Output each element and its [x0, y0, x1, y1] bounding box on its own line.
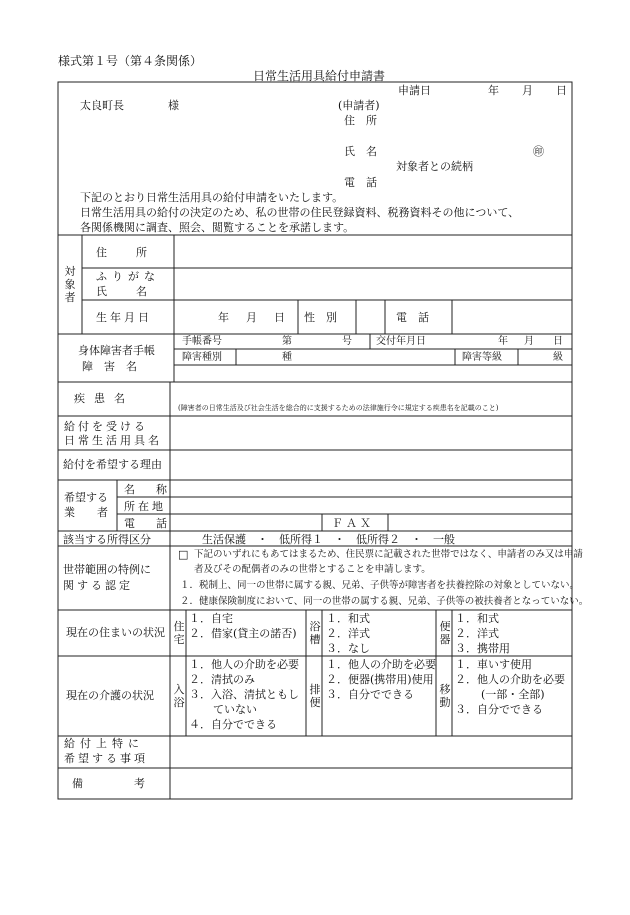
special-label-2: 希望する事項 [64, 752, 148, 765]
residence-item-1[interactable]: １．自宅 [189, 612, 233, 625]
bathing-item-3[interactable]: ３．入浴、清拭ともし [189, 688, 299, 701]
exception-label-2: 関する認定 [63, 579, 133, 592]
handbook-number-suffix[interactable]: 号 [342, 336, 352, 347]
handbook-number-label: 手帳番号 [182, 336, 222, 347]
reason-label: 給付を希望する理由 [63, 458, 162, 471]
toilet-item-1[interactable]: １．和式 [455, 612, 499, 625]
subject-furigana-label: ふりがな [96, 270, 160, 283]
excretion-label: 排便 [309, 683, 321, 709]
subject-name-label: 氏 名 [96, 285, 156, 298]
disability-grade-suffix[interactable]: 級 [553, 352, 563, 363]
disease-label: 疾患名 [74, 392, 134, 405]
bathing-item-1[interactable]: １．他人の介助を必要 [189, 658, 299, 671]
birth-day[interactable]: 日 [274, 311, 285, 324]
form-number: 様式第１号（第４条関係） [58, 54, 203, 68]
application-date-label: 申請日 [398, 84, 431, 97]
applicant-label: (申請者) [338, 99, 380, 112]
issue-date-label: 交付年月日 [376, 336, 426, 347]
exception-line-3: １．税制上、同一の世帯に属する親、兄弟、子供等が障害者を扶養控除の対象としていない。 [180, 580, 580, 591]
exception-line-1: 下記のいずれにもあてはまるため、住民票に記載された世帯ではなく、申請者のみ又は申請 [194, 549, 583, 560]
remarks-label: 備 考 [72, 777, 165, 790]
applicant-phone-label[interactable]: 電 話 [344, 176, 377, 189]
subject-address-label: 住 所 [96, 246, 156, 259]
disability-type-label: 障害種別 [182, 352, 222, 363]
disability-grade-label: 障害等級 [462, 352, 502, 363]
excretion-item-2[interactable]: ２．便器(携帯用)使用 [326, 673, 434, 686]
bathing-item-3-cont: ていない [213, 703, 257, 716]
issue-month[interactable]: 月 [524, 336, 534, 347]
toilet-item-2[interactable]: ２．洋式 [455, 627, 499, 640]
mobility-item-3[interactable]: ３．自分でできる [455, 703, 543, 716]
mobility-label: 移動 [439, 683, 451, 709]
exception-label-1: 世帯範囲の特例に [63, 563, 151, 576]
subject-phone-label: 電 話 [396, 311, 429, 324]
bath-item-3[interactable]: ３．なし [326, 642, 370, 655]
birth-month[interactable]: 月 [246, 311, 257, 324]
mobility-item-2-detail[interactable]: (一部・全部) [481, 688, 545, 701]
handbook-number-prefix[interactable]: 第 [282, 336, 292, 347]
subject-birth-label: 生年月日 [96, 311, 152, 324]
exception-line-4: ２．健康保険制度において、同一の世帯の属する親、兄弟、子供等の被扶養者となっていない。 [180, 596, 589, 607]
vendor-fax-label: ＦＡＸ [332, 517, 374, 530]
disease-note: (障害者の日常生活及び社会生活を総合的に支援するための法律施行令に規定する疾患名を記載のこと) [178, 404, 499, 412]
handbook-label: 身体障害者手帳 [78, 344, 155, 357]
vendor-label-2: 業 者 [64, 506, 108, 519]
date-day[interactable]: 日 [556, 84, 567, 97]
date-year[interactable]: 年 [488, 84, 499, 97]
excretion-item-3[interactable]: ３．自分でできる [326, 688, 414, 701]
relation-label[interactable]: 対象者との続柄 [396, 160, 473, 173]
bathing-item-4[interactable]: ４．自分でできる [189, 718, 277, 731]
statement-2: 日常生活用具の給付の決定のため、私の世帯の住民登録資料、税務資料その他について、 [80, 206, 520, 219]
addressee: 太良町長 [80, 99, 124, 112]
form-title: 日常生活用具給付申請書 [253, 69, 386, 83]
honorific: 様 [168, 99, 179, 112]
applicant-name-label[interactable]: 氏 名 [344, 145, 377, 158]
exception-checkbox[interactable]: □ [178, 548, 189, 561]
bathing-item-2[interactable]: ２．清拭のみ [189, 673, 255, 686]
birth-year[interactable]: 年 [218, 311, 229, 324]
toilet-label: 便器 [439, 620, 451, 646]
vendor-phone-label: 電 話 [124, 517, 172, 530]
residence-label: 住宅 [173, 620, 185, 646]
statement-1: 下記のとおり日常生活用具の給付申請をいたします。 [80, 191, 344, 204]
subject-sex-label: 性 別 [304, 311, 337, 324]
vendor-location-label: 所在地 [124, 500, 166, 513]
seal-mark: ㊞ [533, 145, 544, 158]
equipment-label-2: 日常生活用具名 [64, 434, 162, 447]
statement-3: 各関係機関に調査、照会、閲覧することを承諾します。 [80, 221, 355, 234]
care-label: 現在の介護の状況 [66, 689, 154, 702]
subject-group-label: 対象者 [64, 265, 76, 304]
mobility-item-2[interactable]: ２．他人の介助を必要 [455, 673, 565, 686]
bath-item-1[interactable]: １．和式 [326, 612, 370, 625]
toilet-item-3[interactable]: ３．携帯用 [455, 642, 510, 655]
special-label-1: 給付上特に [64, 737, 144, 750]
issue-year[interactable]: 年 [498, 336, 508, 347]
vendor-name-label: 名 称 [124, 483, 172, 496]
date-month[interactable]: 月 [522, 84, 533, 97]
mobility-item-1[interactable]: １．車いす使用 [455, 658, 532, 671]
residence-item-2[interactable]: ２．借家(貸主の諾否) [189, 627, 297, 640]
disability-type-suffix[interactable]: 種 [282, 352, 292, 363]
equipment-label-1: 給付を受ける [64, 420, 148, 433]
exception-line-2: 者及びその配偶者のみの世帯とすることを申請します。 [194, 564, 431, 575]
applicant-address-label[interactable]: 住 所 [344, 114, 377, 127]
bathing-label: 入浴 [173, 683, 185, 709]
issue-day[interactable]: 日 [553, 336, 563, 347]
bath-label: 浴槽 [309, 620, 321, 646]
housing-label: 現在の住まいの状況 [66, 626, 165, 639]
income-label: 該当する所得区分 [63, 533, 151, 546]
bath-item-2[interactable]: ２．洋式 [326, 627, 370, 640]
disability-name-label: 障 害 名 [82, 360, 137, 373]
excretion-item-1[interactable]: １．他人の介助を必要 [326, 658, 436, 671]
income-options[interactable]: 生活保護 ・ 低所得１ ・ 低所得２ ・ 一般 [202, 533, 455, 546]
vendor-label-1: 希望する [64, 491, 108, 504]
